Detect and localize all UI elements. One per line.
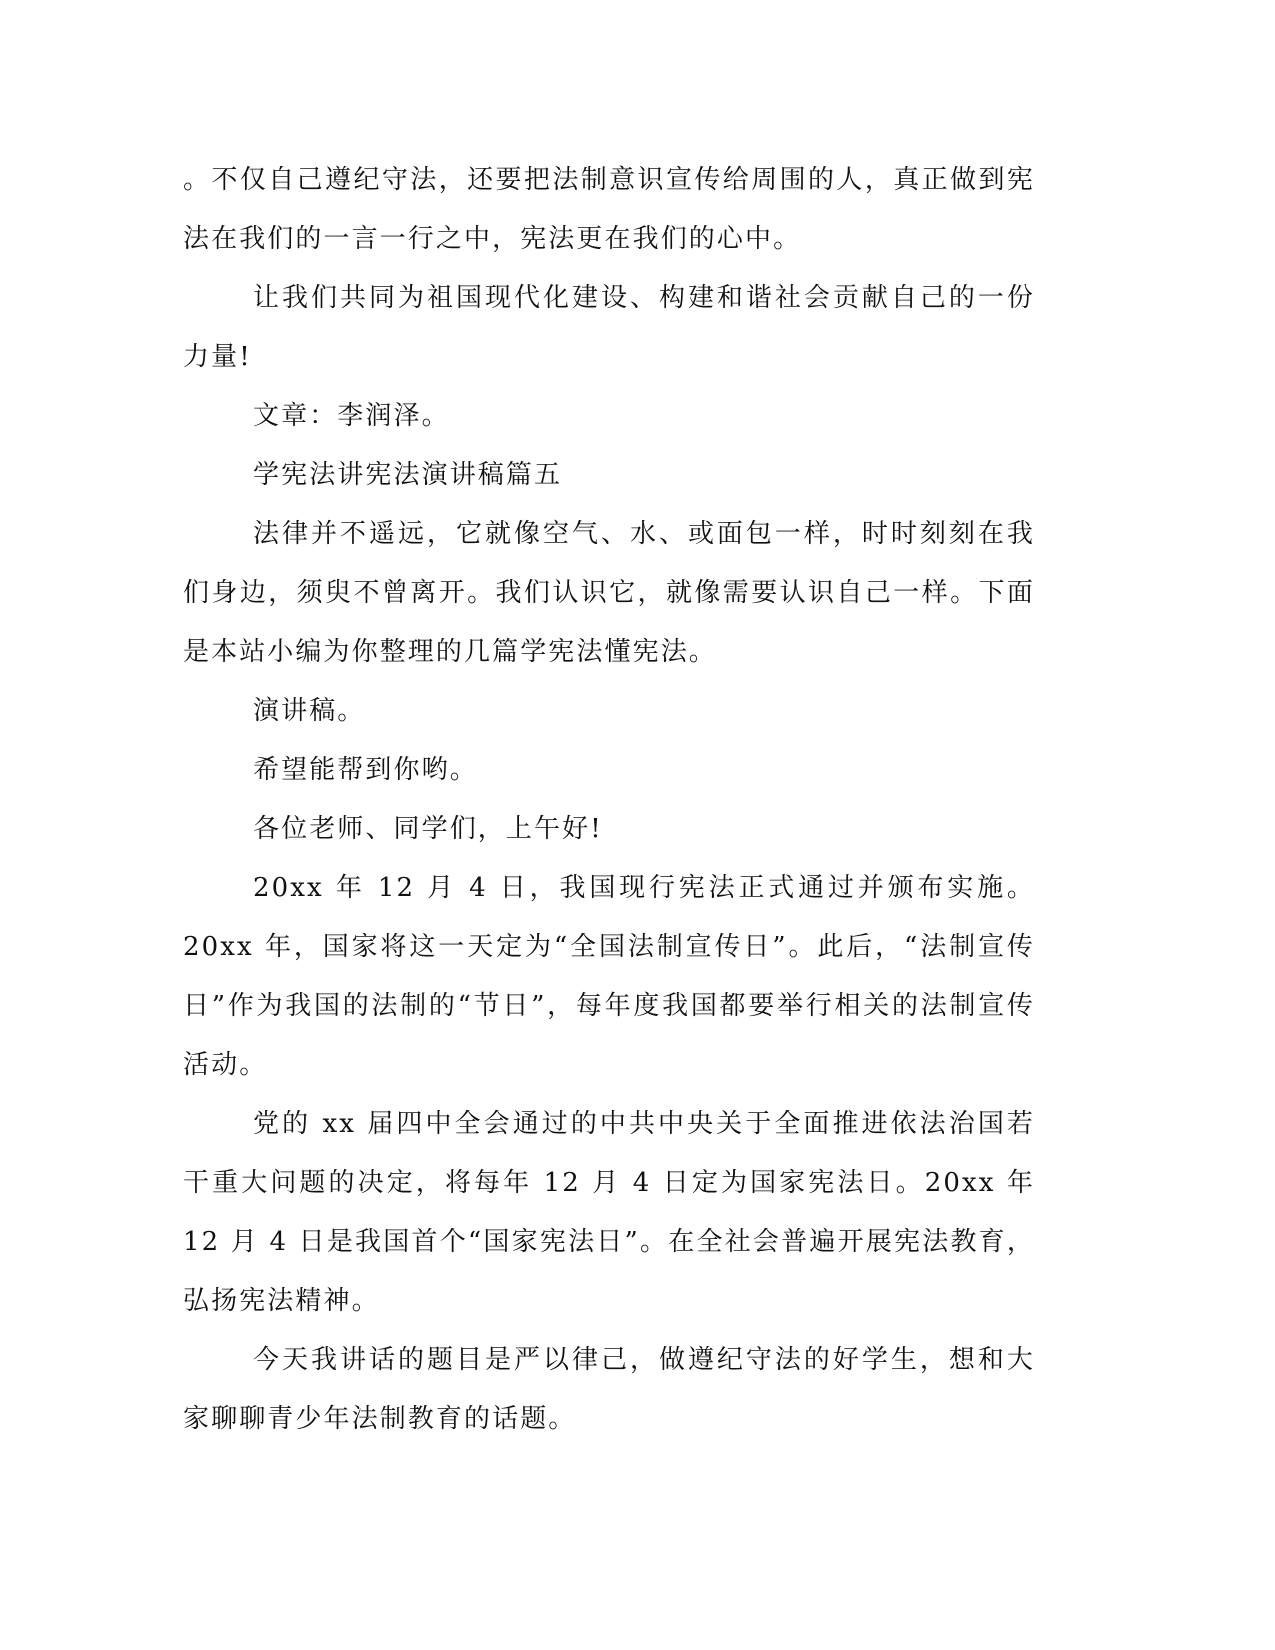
- section-heading: 学宪法讲宪法演讲稿篇五: [253, 460, 563, 490]
- paragraph-constitution-day: 党的 xx 届四中全会通过的中共中央关于全面推进依法治国若干重大问题的决定，将每年 12 月 4 日定为国家宪法日。20xx 年 12 月 4 日是我国首个“国家宪法日”。在全社会普遍开展宪法教育，弘扬宪法精神。: [183, 1109, 1035, 1316]
- paragraph-hope: 希望能帮到你哟。: [253, 755, 478, 785]
- paragraph-contribution: 让我们共同为祖国现代化建设、构建和谐社会贡献自己的一份力量!: [183, 283, 1035, 372]
- document-body: [183, 151, 1035, 1449]
- paragraph-closing-sentence: 。不仅自己遵纪守法，还要把法制意识宣传给周围的人，真正做到宪法在我们的一言一行之中，宪法更在我们的心中。: [183, 165, 1035, 254]
- paragraph-topic: 今天我讲话的题目是严以律己，做遵纪守法的好学生，想和大家聊聊青少年法制教育的话题。: [183, 1345, 1035, 1434]
- paragraph-speech-draft: 演讲稿。: [253, 696, 366, 726]
- paragraph-history: 20xx 年 12 月 4 日，我国现行宪法正式通过并颁布实施。20xx 年，国家将这一天定为“全国法制宣传日”。此后，“法制宣传日”作为我国的法制的“节日”，每年度我国都要举行相关的法制宣传活动。: [183, 873, 1035, 1080]
- paragraph-greeting: 各位老师、同学们，上午好!: [253, 814, 603, 844]
- paragraph-intro: 法律并不遥远，它就像空气、水、或面包一样，时时刻刻在我们身边，须臾不曾离开。我们认识它，就像需要认识自己一样。下面是本站小编为你整理的几篇学宪法懂宪法。: [183, 519, 1035, 667]
- paragraph-author: 文章：李润泽。: [253, 401, 450, 431]
